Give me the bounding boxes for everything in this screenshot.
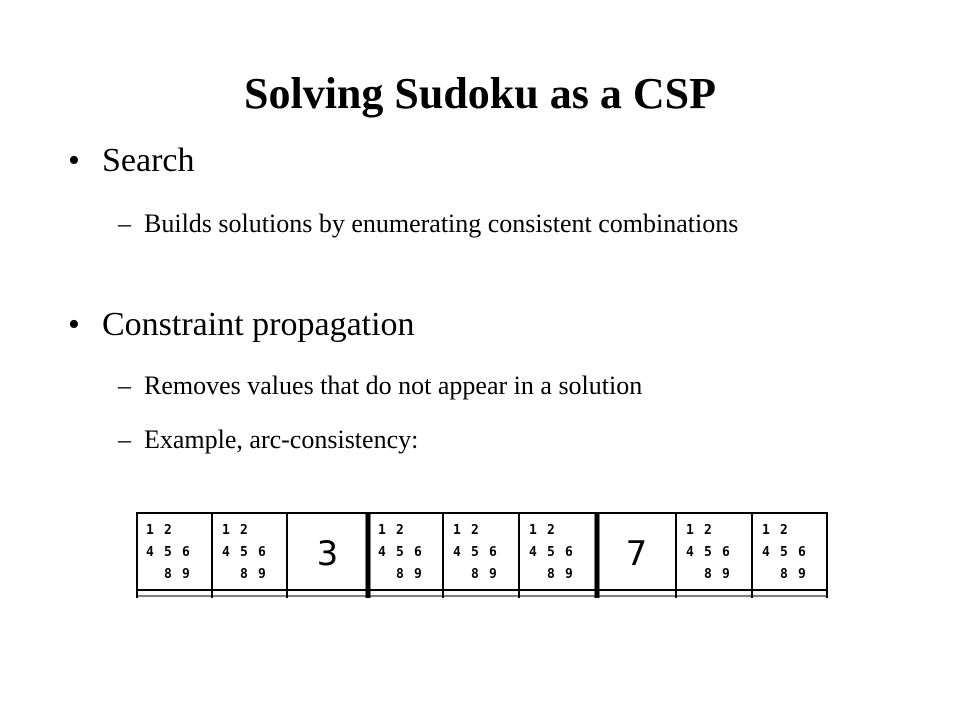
bullet-text: Search <box>102 142 195 179</box>
sudoku-cell <box>146 523 190 582</box>
candidate-digit: 1 <box>378 523 386 538</box>
candidate-digit: 6 <box>798 545 806 560</box>
candidate-digit: 6 <box>414 545 422 560</box>
dash-marker: – <box>118 209 131 238</box>
candidate-digit: 5 <box>240 545 248 560</box>
candidate-digit: 8 <box>780 567 788 582</box>
dash-marker: – <box>118 425 131 454</box>
candidate-digit: 1 <box>529 523 537 538</box>
candidate-digit: 9 <box>258 567 266 582</box>
candidate-digit: 9 <box>489 567 497 582</box>
candidate-digit: 8 <box>704 567 712 582</box>
cell-value: 7 <box>625 534 648 574</box>
candidate-digit: 9 <box>182 567 190 582</box>
bullet-marker: • <box>68 306 80 343</box>
sudoku-cell <box>378 523 422 582</box>
candidate-digit: 4 <box>146 545 154 560</box>
candidate-digit: 2 <box>704 523 712 538</box>
sudoku-cell <box>453 523 497 582</box>
candidate-digit: 5 <box>471 545 479 560</box>
sudoku-cell <box>317 534 339 574</box>
candidate-digit: 5 <box>780 545 788 560</box>
candidate-digit: 5 <box>547 545 555 560</box>
candidate-digit: 6 <box>182 545 190 560</box>
candidate-digit: 4 <box>762 545 770 560</box>
candidate-digit: 8 <box>547 567 555 582</box>
candidate-digit: 2 <box>164 523 172 538</box>
bullet-constraint-propagation <box>68 306 415 344</box>
bullet-search <box>68 142 195 180</box>
candidate-digit: 2 <box>547 523 555 538</box>
subbullet-text: Builds solutions by enumerating consistent combinations <box>144 209 739 238</box>
candidate-digit: 8 <box>240 567 248 582</box>
bullet-marker: • <box>68 142 80 179</box>
candidate-digit: 4 <box>453 545 461 560</box>
candidate-digit: 4 <box>529 545 537 560</box>
slide-title: Solving Sudoku as a CSP <box>244 69 716 118</box>
candidate-digit: 2 <box>471 523 479 538</box>
candidate-digit: 6 <box>489 545 497 560</box>
candidate-digit: 5 <box>396 545 404 560</box>
candidate-digit: 1 <box>146 523 154 538</box>
candidate-digit: 2 <box>780 523 788 538</box>
sudoku-cell <box>529 523 573 582</box>
candidate-digit: 5 <box>704 545 712 560</box>
candidate-digit: 2 <box>240 523 248 538</box>
sudoku-row-svg <box>136 512 828 598</box>
candidate-digit: 8 <box>396 567 404 582</box>
subbullet-search-detail <box>118 204 798 244</box>
candidate-digit: 9 <box>414 567 422 582</box>
subbullet-text: Example, arc-consistency: <box>144 425 419 454</box>
sudoku-cell <box>626 534 648 574</box>
candidate-digit: 6 <box>722 545 730 560</box>
candidate-digit: 4 <box>686 545 694 560</box>
subbullet-removes-values <box>118 366 878 406</box>
sudoku-row-figure <box>136 512 828 598</box>
candidate-digit: 9 <box>798 567 806 582</box>
candidate-digit: 6 <box>258 545 266 560</box>
bullet-text: Constraint propagation <box>102 306 415 343</box>
sudoku-cell <box>762 523 806 582</box>
candidate-digit: 8 <box>471 567 479 582</box>
dash-marker: – <box>118 371 131 400</box>
candidate-digit: 8 <box>164 567 172 582</box>
candidate-digit: 1 <box>453 523 461 538</box>
candidate-digit: 5 <box>164 545 172 560</box>
candidate-digit: 9 <box>565 567 573 582</box>
candidate-digit: 1 <box>222 523 230 538</box>
subbullet-text: Removes values that do not appear in a solution <box>144 371 643 400</box>
sudoku-cell <box>686 523 730 582</box>
candidate-digit: 2 <box>396 523 404 538</box>
candidate-digit: 9 <box>722 567 730 582</box>
candidate-digit: 1 <box>686 523 694 538</box>
sudoku-cell <box>222 523 266 582</box>
candidate-digit: 1 <box>762 523 770 538</box>
candidate-digit: 4 <box>222 545 230 560</box>
candidate-digit: 6 <box>565 545 573 560</box>
subbullet-example <box>118 420 878 460</box>
cell-value: 3 <box>316 534 339 574</box>
candidate-digit: 4 <box>378 545 386 560</box>
